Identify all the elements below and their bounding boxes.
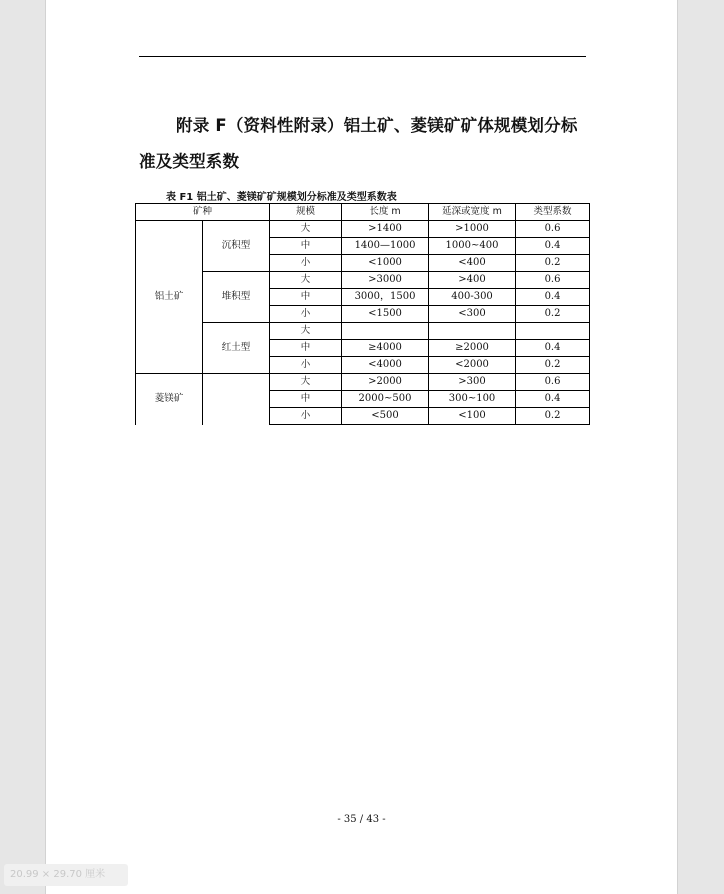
cell-coef [516,323,590,340]
cell-coef: 0.2 [516,255,590,272]
cell-depth: <300 [429,306,516,323]
cell-depth: <400 [429,255,516,272]
cell-scale: 大 [270,374,342,391]
cell-scale: 小 [270,306,342,323]
table-row [136,374,590,391]
cell-length: <1500 [342,306,429,323]
cell-coef: 0.6 [516,221,590,238]
cell-coef: 0.6 [516,272,590,289]
cell-depth: 1000~400 [429,238,516,255]
cell-depth: 300~100 [429,391,516,408]
type-sedimentary: 沉积型 [203,221,270,272]
cell-length: <500 [342,408,429,425]
header-mineral: 矿种 [136,204,270,221]
cell-scale: 大 [270,221,342,238]
cell-length: >2000 [342,374,429,391]
cell-coef: 0.4 [516,289,590,306]
cell-depth: >1000 [429,221,516,238]
page-size-indicator[interactable]: 20.99 × 29.70 厘米 [4,864,128,886]
table-header-row [136,204,590,221]
table-caption: 表 F1 铝土矿、菱镁矿矿规模划分标准及类型系数表 [166,192,397,203]
type-laterite: 红土型 [203,323,270,374]
table-row [136,221,590,238]
cell-scale: 中 [270,289,342,306]
cell-scale: 小 [270,357,342,374]
header-coefficient: 类型系数 [516,204,590,221]
cell-depth: <100 [429,408,516,425]
cell-coef: 0.2 [516,357,590,374]
cell-length: <1000 [342,255,429,272]
cell-depth: >300 [429,374,516,391]
cell-coef: 0.4 [516,340,590,357]
header-depth: 延深或宽度 m [429,204,516,221]
cell-length: 1400—1000 [342,238,429,255]
cell-depth [429,323,516,340]
cell-scale: 中 [270,340,342,357]
cell-depth: >400 [429,272,516,289]
cell-scale: 中 [270,238,342,255]
page-number: - 35 / 43 - [337,814,386,825]
appendix-title: 附录 F（资料性附录）铝土矿、菱镁矿矿体规模划分标准及类型系数 [139,116,578,171]
cell-scale: 大 [270,272,342,289]
cell-scale: 小 [270,255,342,272]
cell-coef: 0.6 [516,374,590,391]
cell-scale: 小 [270,408,342,425]
header-length: 长度 m [342,204,429,221]
mineral-bauxite: 铝土矿 [136,221,203,374]
cell-length [342,323,429,340]
cell-coef: 0.4 [516,391,590,408]
cell-length: >3000 [342,272,429,289]
classification-table [135,203,590,425]
cell-length: 3000，1500 [342,289,429,306]
cell-length: <4000 [342,357,429,374]
cell-depth: 400-300 [429,289,516,306]
type-empty [203,374,270,425]
cell-coef: 0.2 [516,408,590,425]
document-page [46,0,677,894]
mineral-magnesite: 菱镁矿 [136,374,203,425]
cell-coef: 0.2 [516,306,590,323]
type-accumulation: 堆积型 [203,272,270,323]
cell-coef: 0.4 [516,238,590,255]
cell-depth: ≥2000 [429,340,516,357]
header-scale: 规模 [270,204,342,221]
cell-scale: 中 [270,391,342,408]
cell-length: ≥4000 [342,340,429,357]
cell-length: 2000~500 [342,391,429,408]
table-row [136,272,590,289]
cell-depth: <2000 [429,357,516,374]
cell-scale: 大 [270,323,342,340]
cell-length: >1400 [342,221,429,238]
table-row [136,323,590,340]
header-rule [139,56,586,57]
